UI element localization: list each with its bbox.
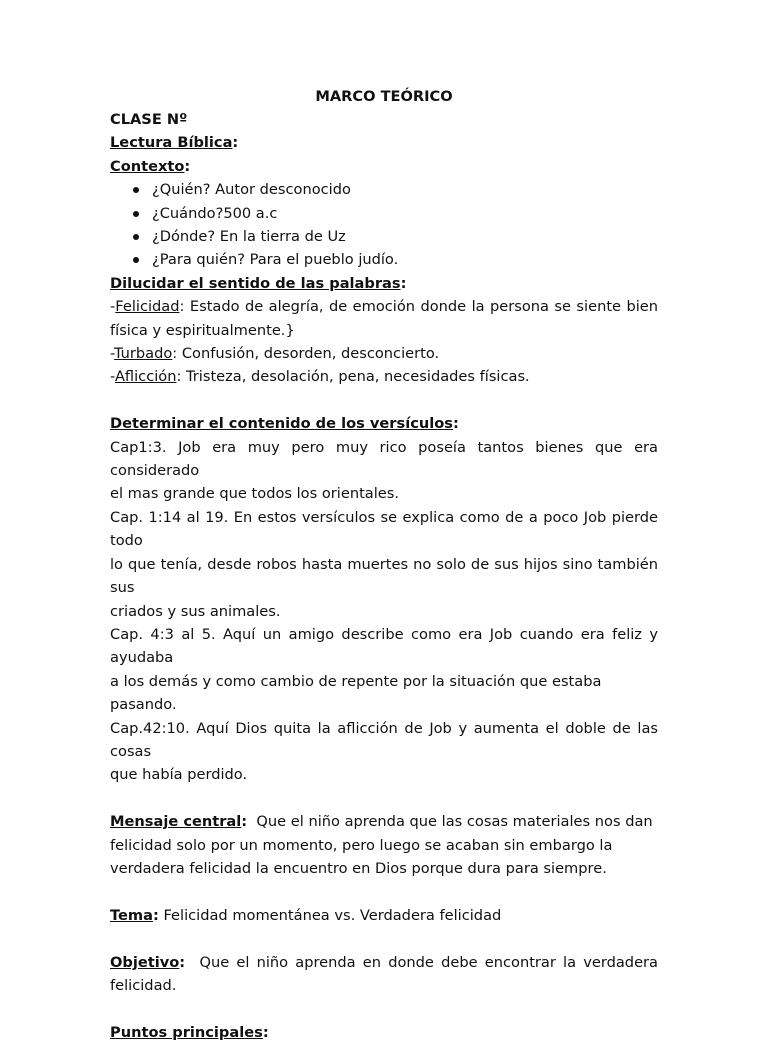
spacer [110,880,658,903]
document-page [110,85,658,1044]
puntos-label: Puntos principales [110,1023,263,1041]
palabra-felicidad-line2: física y espiritualmente.} [110,321,295,339]
spacer [110,787,658,810]
determinar-colon: : [452,415,459,433]
palabra-term: Aflicción [114,368,177,386]
spacer [110,927,658,950]
tema-line: Tema: Felicidad momentánea vs. Verdadera felicidad [110,906,502,924]
contexto-item: ¿Quién? Autor desconocido [110,178,658,201]
lectura-colon: : [232,134,239,152]
contexto-colon: : [184,157,191,175]
mensaje-label: Mensaje central [110,813,242,831]
versiculo-line: criados y sus animales. [110,602,281,620]
palabra-afliccion: -Aflicción: Tristeza, desolación, pena, necesidades físicas. [110,368,530,386]
versiculo-line: Cap. 4:3 al 5. Aquí un amigo describe como era Job cuando era feliz y ayudaba [110,625,658,667]
contexto-list [110,178,658,272]
dilucidar-label: Dilucidar el sentido de las palabras [110,274,401,292]
clase-heading: CLASE Nº [110,111,188,128]
palabra-felicidad-line1: -Felicidad: Estado de alegría, de emoción donde la persona se siente bien [110,298,658,316]
versiculo-line: Cap. 1:14 al 19. En estos versículos se explica como de a poco Job pierde todo [110,508,658,550]
contexto-heading [110,155,658,178]
palabra-turbado: -Turbado: Confusión, desorden, desconcierto. [110,345,440,363]
mensaje-line2: felicidad solo por un momento, pero luego se acaban sin embargo la [110,836,613,854]
lectura-label: Lectura Bíblica [110,134,233,152]
spacer [110,997,658,1020]
bullet-icon [133,257,139,263]
objetivo-label: Objetivo [110,953,180,971]
bullet-icon [133,234,139,240]
mensaje-line3: verdadera felicidad la encuentro en Dios porque dura para siempre. [110,859,607,877]
objetivo-line2: felicidad. [110,976,177,994]
objetivo-line1: Objetivo: Que el niño aprenda en donde debe encontrar la verdadera [110,953,658,971]
versiculo-line: Cap.42:10. Aquí Dios quita la aflicción de Job y aumenta el doble de las cosas [110,719,658,760]
contexto-label: Contexto [110,157,185,175]
versiculo-line: a los demás y como cambio de repente por la situación que estaba pasando. [110,672,602,714]
contexto-item: ¿Para quién? Para el pueblo judío. [110,248,658,271]
lectura-heading [110,131,658,154]
document-title: MARCO TEÓRICO [315,88,453,105]
determinar-label: Determinar el contenido de los versículos [110,415,453,433]
tema-label: Tema [110,906,153,924]
spacer [110,389,658,412]
contexto-item: ¿Dónde? En la tierra de Uz [110,225,658,248]
palabra-term: Felicidad [115,298,180,316]
dilucidar-colon: : [400,274,407,292]
dilucidar-heading [110,272,658,295]
palabra-term: Turbado [113,345,173,363]
versiculo-line: que había perdido. [110,766,248,784]
bullet-icon [133,187,139,193]
determinar-heading [110,412,658,435]
versiculo-line: lo que tenía, desde robos hasta muertes no solo de sus hijos sino también sus [110,555,658,597]
versiculo-line: el mas grande que todos los orientales. [110,485,400,503]
versiculo-line: Cap1:3. Job era muy pero muy rico poseía tantos bienes que era considerado [110,438,658,480]
mensaje-line1: Mensaje central: Que el niño aprenda que las cosas materiales nos dan [110,813,653,831]
puntos-heading: Puntos principales: [110,1023,269,1041]
contexto-item: ¿Cuándo?500 a.c [110,202,658,225]
bullet-icon [133,211,139,217]
